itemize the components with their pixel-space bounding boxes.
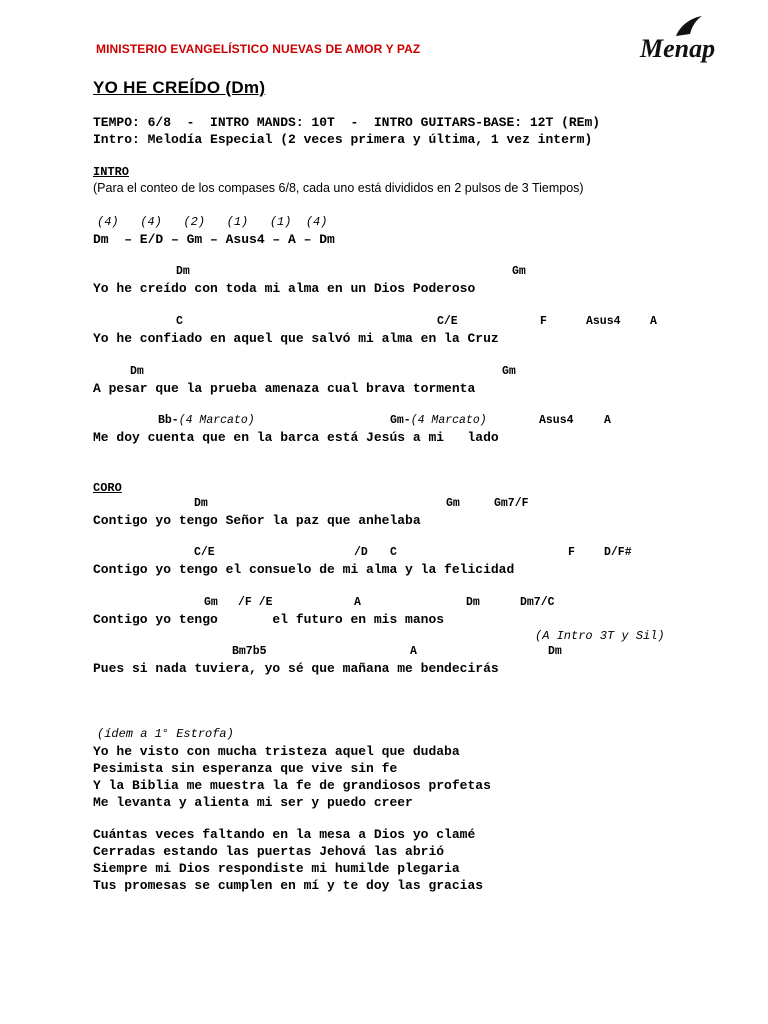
lyric-line: Pues si nada tuviera, yo sé que mañana me bendecirás — [93, 661, 499, 676]
lyric-line: Siempre mi Dios respondiste mi humilde plegaria — [93, 861, 460, 876]
logo-text: Menap — [640, 34, 716, 63]
chord: C/E — [437, 315, 458, 328]
chord: Dm — [466, 596, 480, 609]
intro-chords: Dm – E/D – Gm – Asus4 – A – Dm — [93, 232, 335, 247]
lyric-line: Cuántas veces faltando en la mesa a Dios yo clamé — [93, 827, 476, 842]
chord: Dm — [194, 497, 208, 510]
chord: A — [604, 414, 611, 427]
chord: Gm — [512, 265, 526, 278]
chord: C — [390, 546, 397, 559]
lyric-line: Yo he visto con mucha tristeza aquel que dudaba — [93, 744, 460, 759]
section-intro-label: INTRO — [93, 165, 130, 179]
lyric-line: Pesimista sin esperanza que vive sin fe — [93, 761, 398, 776]
chord: F — [540, 315, 547, 328]
song-title: YO HE CREÍDO (Dm) — [93, 78, 266, 97]
lyric-line: Contigo yo tengo el consuelo de mi alma y la felicidad — [93, 562, 515, 577]
chord: Gm — [502, 365, 516, 378]
chord: /D — [354, 546, 368, 559]
chord: Asus4 — [586, 315, 621, 328]
chord: A — [650, 315, 657, 328]
intro-description: Intro: Melodía Especial (2 veces primera y última, 1 vez interm) — [93, 132, 593, 147]
lyric-line: Me levanta y alienta mi ser y puedo creer — [93, 795, 413, 810]
chord: Gm — [204, 596, 218, 609]
lyric-line: Me doy cuenta que en la barca está Jesús a mi lado — [93, 430, 499, 445]
intro-counts: (4) (4) (2) (1) (1) (4) — [97, 215, 328, 229]
lyric-line: Y la Biblia me muestra la fe de grandiosos profetas — [93, 778, 491, 793]
lyric-line: Contigo yo tengo el futuro en mis manos — [93, 612, 445, 627]
chord: /F /E — [238, 596, 273, 609]
lyric-line: Yo he confiado en aquel que salvó mi alma en la Cruz — [93, 331, 499, 346]
chord: Dm — [548, 645, 562, 658]
section-coro-label: CORO — [93, 481, 122, 495]
organization-name: MINISTERIO EVANGELÍSTICO NUEVAS DE AMOR Y PAZ — [96, 42, 421, 56]
chord: Dm — [176, 265, 190, 278]
menap-logo — [640, 14, 740, 66]
chord: A — [354, 596, 361, 609]
chord: D/F# — [604, 546, 632, 559]
lyric-line: Tus promesas se cumplen en mí y te doy las gracias — [93, 878, 484, 893]
chord: Asus4 — [539, 414, 574, 427]
lyric-line: Cerradas estando las puertas Jehová las abrió — [93, 844, 445, 859]
chord: C/E — [194, 546, 215, 559]
verse2-note: (ídem a 1° Estrofa) — [97, 727, 234, 741]
chord: Gm — [446, 497, 460, 510]
intro-explanation: (Para el conteo de los compases 6/8, cada uno está divididos en 2 pulsos de 3 Tiempos) — [93, 181, 584, 195]
tempo-line: TEMPO: 6/8 - INTRO MANDS: 10T - INTRO GUITARS-BASE: 12T (REm) — [93, 115, 601, 130]
chord: Gm-(4 Marcato) — [390, 414, 487, 427]
lyric-line: Contigo yo tengo Señor la paz que anhelaba — [93, 513, 421, 528]
chorus-note: (A Intro 3T y Sil) — [535, 629, 665, 643]
chord: C — [176, 315, 183, 328]
chord: F — [568, 546, 575, 559]
chord: Gm7/F — [494, 497, 529, 510]
chord: Dm7/C — [520, 596, 555, 609]
chord: Dm — [130, 365, 144, 378]
chord: Bb-(4 Marcato) — [158, 414, 255, 427]
chord: A — [410, 645, 417, 658]
lyric-line: A pesar que la prueba amenaza cual brava tormenta — [93, 381, 476, 396]
lyric-line: Yo he creído con toda mi alma en un Dios Poderoso — [93, 281, 476, 296]
chord: Bm7b5 — [232, 645, 267, 658]
